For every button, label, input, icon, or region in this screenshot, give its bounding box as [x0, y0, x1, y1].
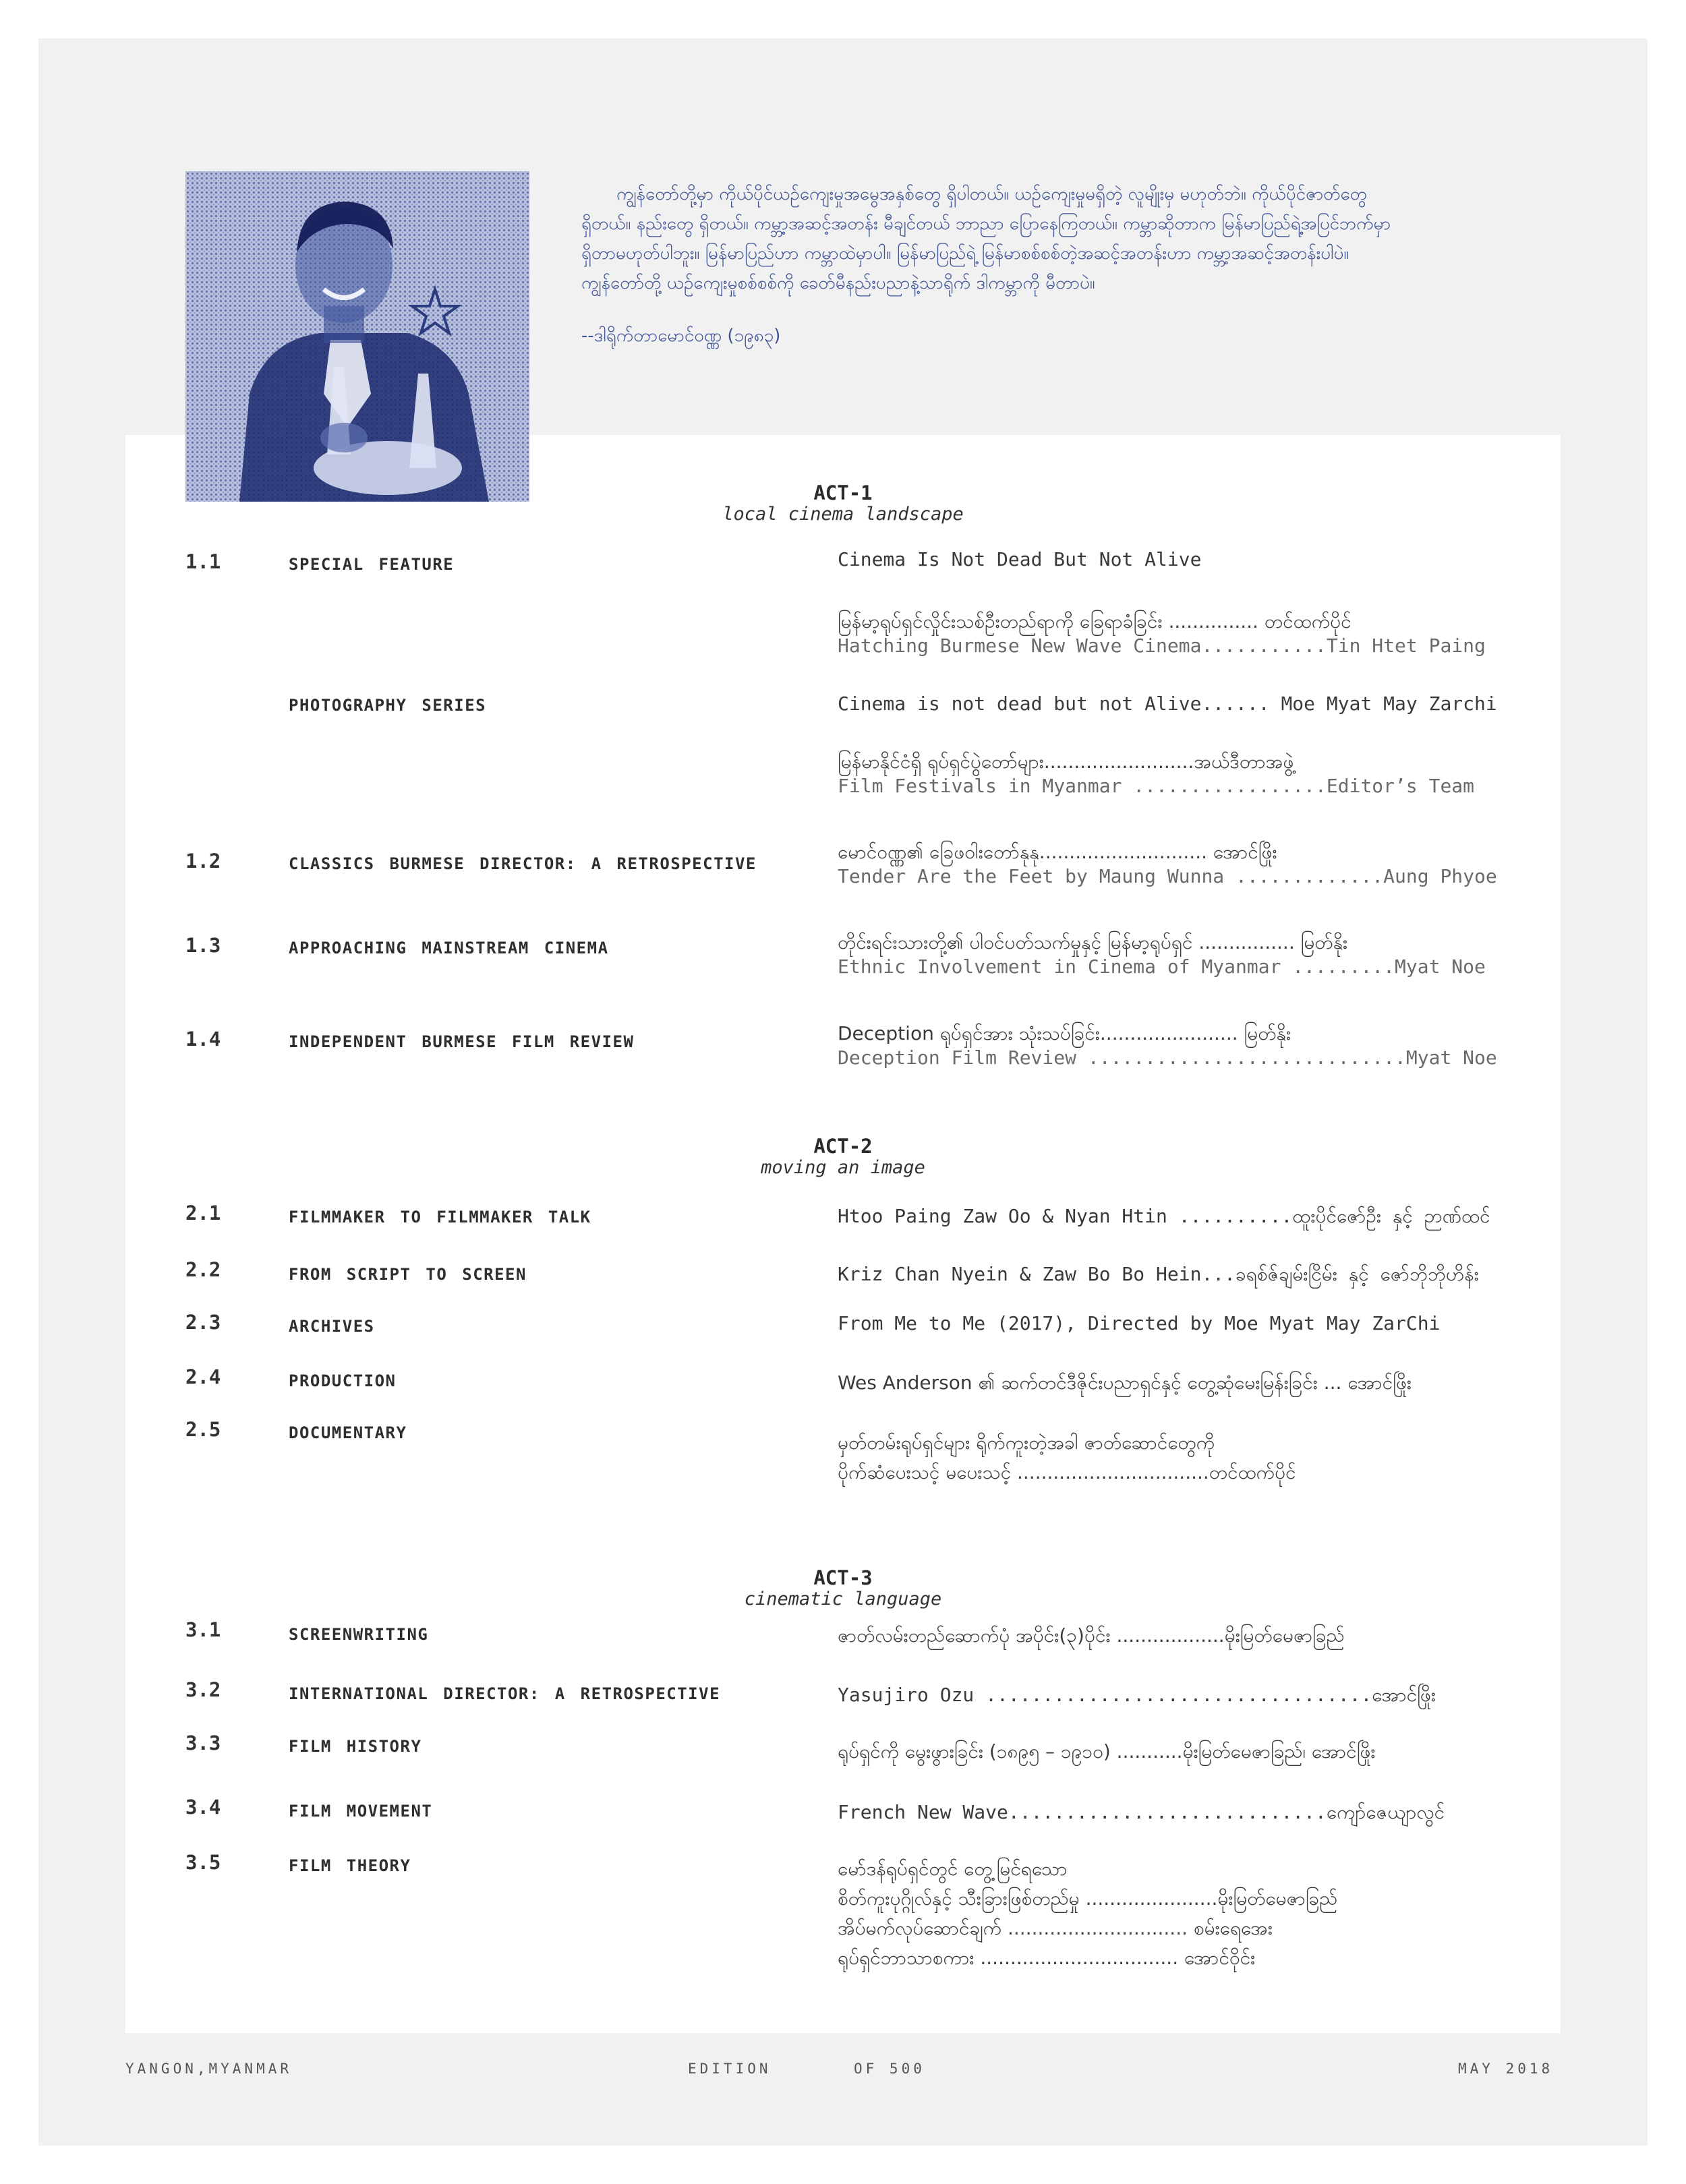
- toc-entry: [838, 692, 1497, 716]
- toc-entry: [838, 1371, 1412, 1395]
- act-2-header: [0, 1135, 1686, 1178]
- section-number: 1.3: [185, 934, 221, 957]
- act-title: ACT-2: [813, 1135, 873, 1158]
- section-title: PRODUCTION: [289, 1371, 397, 1390]
- footer-date: MAY 2018: [1458, 2061, 1554, 2077]
- section-number: 2.1: [185, 1202, 221, 1224]
- entry-title-burmese: မောင်ဝဏ္ဏ၏ ခြေဖဝါးတော်နုနု............................ အောင်ဖြိုး: [838, 841, 1277, 863]
- act-title: ACT-3: [813, 1566, 873, 1589]
- toc-entry: [838, 1624, 1345, 1648]
- toc-entry: [838, 548, 1201, 572]
- toc-entry: [838, 1854, 1337, 1973]
- toc-entry: [838, 1262, 1479, 1287]
- entry-title: ဇာတ်လမ်းတည်ဆောက်ပုံ အပိုင်း(၃)ပိုင်း ..................မိုးမြတ်မေဇာခြည်: [838, 1624, 1345, 1647]
- section-title: SPECIAL FEATURE: [289, 555, 455, 574]
- footer-edition-count: OF 500: [854, 2061, 925, 2077]
- toc-entry: [838, 931, 1486, 979]
- director-portrait-photo: [185, 171, 529, 502]
- section-number: 3.4: [185, 1796, 221, 1819]
- entry-title-line: ရုပ်ရှင်ဘာသာစကား ................................. အောင်ဝိုင်း: [838, 1947, 1256, 1969]
- section-number: 1.4: [185, 1028, 221, 1051]
- entry-title-burmese: တိုင်းရင်းသားတို့၏ ပါဝင်ပတ်သက်မှုနှင့် မြန်မာ့ရုပ်ရှင် ................ မြတ်နိုး: [838, 931, 1348, 953]
- entry-title: Kriz Chan Nyein & Zaw Bo Bo Hein...ခရစ်ဇ်ချမ်းငြိမ်း နှင့် ဇော်ဘိုဘိုဟိန်း: [838, 1263, 1479, 1285]
- section-title: CLASSICS BURMESE DIRECTOR: A RETROSPECTIVE: [289, 854, 757, 873]
- entry-title-english: Deception Film Review ............................Myat Noe: [838, 1046, 1497, 1069]
- toc-entry: [838, 1740, 1376, 1764]
- entry-title-burmese: မြန်မာနိုင်ငံရှိ ရုပ်ရှင်ပွဲတော်များ.........................အယ်ဒီတာအဖွဲ့: [838, 750, 1294, 773]
- section-title: FILM HISTORY: [289, 1737, 422, 1756]
- entry-title-english: Tender Are the Feet by Maung Wunna .............Aung Phyoe: [838, 865, 1497, 887]
- section-title: FROM SCRIPT TO SCREEN: [289, 1265, 527, 1284]
- section-number: 2.2: [185, 1258, 221, 1281]
- entry-title-english: Ethnic Involvement in Cinema of Myanmar .........Myat Noe: [838, 955, 1486, 978]
- act-3-header: [0, 1566, 1686, 1610]
- toc-entry: [838, 610, 1486, 658]
- section-title: FILMMAKER TO FILMMAKER TALK: [289, 1208, 591, 1227]
- toc-entry: [838, 1800, 1445, 1825]
- section-number: 3.5: [185, 1851, 221, 1874]
- toc-entry: [838, 750, 1474, 798]
- entry-title: ရုပ်ရှင်ကို မွေးဖွားခြင်း (၁၈၉၅ – ၁၉၁၀) ...........မိုးမြတ်မေဇာခြည်၊ အောင်ဖြိုး: [838, 1740, 1376, 1763]
- toc-entry: [838, 1311, 1440, 1336]
- entry-title-line: မော်ဒန်ရုပ်ရှင်တွင် တွေ့မြင်ရသော: [838, 1858, 1068, 1880]
- entry-title-line: စိတ်ကူးပုဂ္ဂိုလ်နှင့် သီးခြားဖြစ်တည်မှု ......................မိုးမြတ်မေဇာခြည်: [838, 1887, 1338, 1910]
- section-title: DOCUMENTARY: [289, 1423, 407, 1442]
- quote-line: ကျွန်တော်တို့မှာ ကိုယ်ပိုင်ယဉ်ကျေးမှုအမွေအနှစ်တွေ ရှိပါတယ်။ ယဉ်ကျေးမှုမရှိတဲ့ လူမျိုးမှ မဟုတ်ဘဲ။ ကိုယ်ပိုင်ဇာတ်တွေ: [616, 184, 1367, 204]
- section-title: INTERNATIONAL DIRECTOR: A RETROSPECTIVE: [289, 1684, 721, 1703]
- section-title: FILM THEORY: [289, 1856, 411, 1875]
- act-1-header: [0, 481, 1686, 525]
- act-subtitle: local cinema landscape: [722, 504, 964, 525]
- entry-title-burmese: Deception ရုပ်ရှင်အား သုံးသပ်ခြင်း....................... မြတ်နိုး: [838, 1022, 1291, 1044]
- toc-entry: [838, 1683, 1436, 1707]
- section-number: 1.1: [185, 550, 221, 573]
- entry-title-english: Film Festivals in Myanmar .................Editor’s Team: [838, 775, 1475, 797]
- entry-title: Cinema is not dead but not Alive...... Moe Myat May Zarchi: [838, 692, 1497, 715]
- footer-location: YANGON,MYANMAR: [125, 2061, 293, 2077]
- section-title: ARCHIVES: [289, 1317, 375, 1336]
- toc-entry: [838, 1022, 1497, 1070]
- toc-entry: [838, 1428, 1296, 1487]
- quote-line: ကျွန်တော်တို့ ယဉ်ကျေးမှုစစ်စစ်ကို ခေတ်မီနည်းပညာနဲ့သာရိုက် ဒါကမ္ဘာကို မီတာပဲ။: [581, 273, 1095, 293]
- section-number: 2.4: [185, 1365, 221, 1388]
- section-number: 3.2: [185, 1678, 221, 1701]
- section-title: SCREENWRITING: [289, 1625, 429, 1644]
- section-title: APPROACHING MAINSTREAM CINEMA: [289, 939, 609, 957]
- act-title: ACT-1: [813, 481, 873, 504]
- entry-title: Cinema Is Not Dead But Not Alive: [838, 548, 1202, 570]
- entry-title: Htoo Paing Zaw Oo & Nyan Htin ..........ထူးပိုင်ဇော်ဦး နှင့် ဉာဏ်ထင်: [838, 1205, 1490, 1227]
- entry-title-line: အိပ်မက်လုပ်ဆောင်ချက် .............................. စမ်းရေအေး: [838, 1917, 1273, 1939]
- quote-line: ရှိတာမဟုတ်ပါဘူး။ မြန်မာပြည်ဟာ ကမ္ဘာထဲမှာပါ။ မြန်မာပြည်ရဲ့ မြန်မာစစ်စစ်တဲ့အဆင့်အတန်းဟာ ကမ္ဘာ့အဆင့်အတန်းပါပဲ။: [581, 243, 1349, 264]
- act-subtitle: cinematic language: [744, 1589, 942, 1610]
- entry-title: French New Wave............................ကျော်ဇေယျာလွင်: [838, 1801, 1445, 1823]
- director-quote: [581, 179, 1499, 350]
- entry-title-burmese: မြန်မာ့ရုပ်ရှင်လှိုင်းသစ်ဦးတည်ရာကို ခြေရာခံခြင်း ............... တင်ထက်ပိုင်: [838, 610, 1351, 632]
- section-number: 3.1: [185, 1618, 221, 1641]
- section-number: 2.5: [185, 1418, 221, 1441]
- section-title: INDEPENDENT BURMESE FILM REVIEW: [289, 1032, 635, 1051]
- footer-edition-label: EDITION: [688, 2061, 772, 2077]
- entry-title-english: Hatching Burmese New Wave Cinema...........Tin Htet Paing: [838, 634, 1486, 657]
- section-number: 3.3: [185, 1732, 221, 1754]
- section-number: 1.2: [185, 850, 221, 873]
- toc-entry: [838, 1204, 1490, 1229]
- section-number: 2.3: [185, 1311, 221, 1334]
- quote-line: ရှိတယ်။ နည်းတွေ ရှိတယ်။ ကမ္ဘာ့အဆင့်အတန်း မီချင်တယ် ဘာညာ ပြောနေကြတယ်။ ကမ္ဘာဆိုတာက မြန်မာပြည်ရဲ့အပြင်ဘက်မှာ: [581, 214, 1391, 234]
- entry-title: Wes Anderson ၏ ဆက်တင်ဒီဇိုင်းပညာရှင်နှင့် တွေ့ဆုံမေးမြန်းခြင်း ... အောင်ဖြိုး: [838, 1371, 1412, 1394]
- contents-panel: [125, 435, 1561, 2033]
- toc-entry: [838, 840, 1497, 889]
- act-subtitle: moving an image: [761, 1157, 925, 1178]
- section-title: PHOTOGRAPHY SERIES: [289, 696, 487, 715]
- section-title: FILM MOVEMENT: [289, 1802, 433, 1821]
- quote-attribution: --ဒါရိုက်တာမောင်ဝဏ္ဏ (၁၉၈၃): [581, 326, 781, 346]
- entry-title-line: ပိုက်ဆံပေးသင့် မပေးသင့် ................................တင်ထက်ပိုင်: [838, 1461, 1296, 1483]
- entry-title: From Me to Me (2017), Directed by Moe Myat May ZarChi: [838, 1312, 1441, 1334]
- entry-title: Yasujiro Ozu ..................................အောင်ဖြိုး: [838, 1684, 1436, 1706]
- entry-title-line: မှတ်တမ်းရုပ်ရှင်များ ရိုက်ကူးတဲ့အခါ ဇာတ်ဆောင်တွေကို: [838, 1432, 1215, 1454]
